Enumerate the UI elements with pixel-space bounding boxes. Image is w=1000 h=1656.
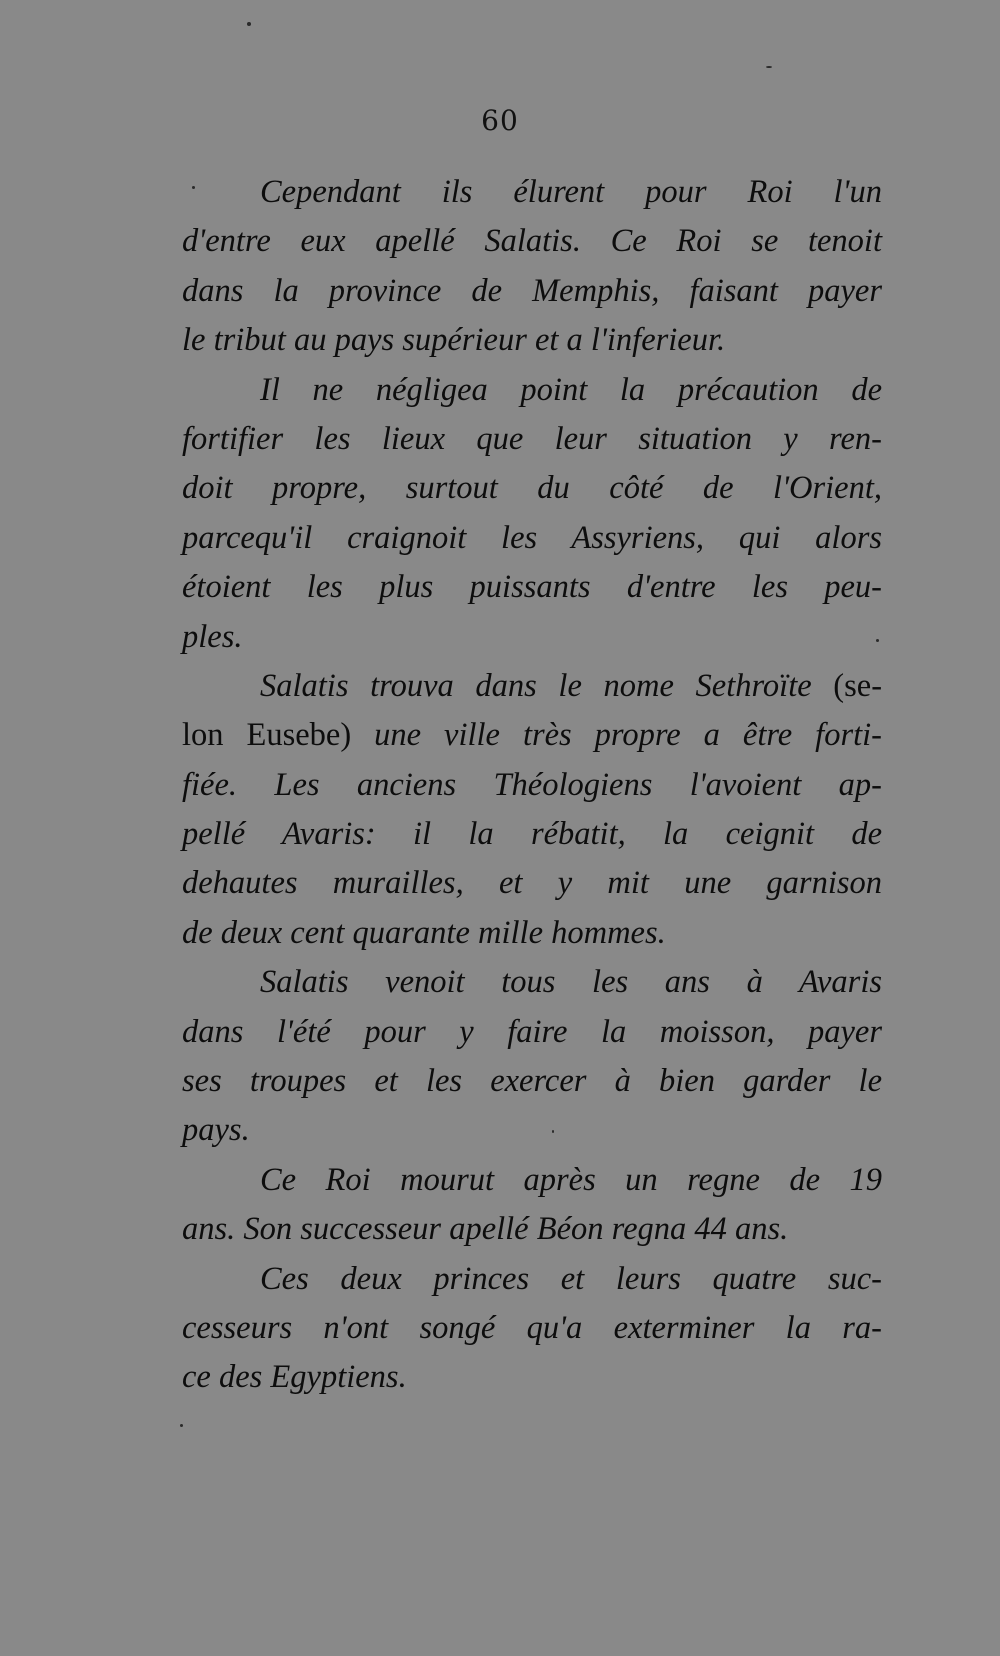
text-line: [182, 464, 882, 513]
text-line: [182, 711, 882, 760]
roman-text: lon Eusebe): [182, 717, 352, 754]
line-text: doit propre, surtout du côté de l'Orient,: [182, 470, 882, 507]
print-speck: [876, 639, 879, 642]
line-text: cesseurs n'ont songé qu'a exterminer la ra-: [182, 1309, 882, 1346]
line-text: de deux cent quarante mille hommes.: [182, 914, 666, 951]
text-line: [182, 859, 882, 908]
text-line: [182, 267, 882, 316]
line-text: ce des Egyptiens.: [182, 1359, 407, 1396]
text-line: [182, 514, 882, 563]
line-text: le tribut au pays supérieur et a l'inferieur.: [182, 322, 726, 359]
line-text: Ce Roi mourut après un regne de 19: [260, 1161, 882, 1198]
line-text: une ville très propre a être forti-: [374, 717, 882, 754]
print-speck: [247, 22, 251, 26]
text-line: [182, 1255, 882, 1304]
text-line: [182, 168, 882, 217]
line-text: pellé Avaris: il la rébatit, la ceignit de: [182, 816, 882, 853]
text-line: [182, 217, 882, 266]
page-number: 60: [481, 104, 519, 137]
text-line: [182, 563, 882, 612]
text-line: [182, 1353, 882, 1402]
body-text: [182, 168, 882, 1403]
text-line: [182, 316, 882, 365]
line-text: Il ne négligea point la précaution de: [260, 371, 882, 408]
line-text: fiée. Les anciens Théologiens l'avoient ap-: [182, 766, 882, 803]
text-line: [182, 1008, 882, 1057]
print-speck: [180, 1424, 183, 1427]
line-text: Cependant ils élurent pour Roi l'un: [260, 174, 882, 210]
line-text: Salatis venoit tous les ans à Avaris: [260, 964, 882, 1001]
text-line: [182, 810, 882, 859]
text-line: [182, 1304, 882, 1353]
text-line: [182, 909, 882, 958]
line-text: d'entre eux apellé Salatis. Ce Roi se tenoit: [182, 223, 882, 260]
text-line: [182, 761, 882, 810]
print-speck: [552, 1130, 554, 1133]
line-text: ses troupes et les exercer à bien garder le: [182, 1063, 882, 1100]
line-text: Salatis trouva dans le nome Sethroïte: [260, 667, 812, 704]
line-text: ples.: [182, 618, 243, 655]
line-text: parcequ'il craignoit les Assyriens, qui alors: [182, 519, 882, 556]
text-line: [182, 1106, 882, 1155]
line-text: dans l'été pour y faire la moisson, payer: [182, 1013, 882, 1050]
text-line: [182, 613, 882, 662]
print-speck: [766, 66, 772, 68]
text-line: [182, 1156, 882, 1205]
text-line: [182, 958, 882, 1007]
text-line: [182, 662, 882, 711]
text-line: [182, 415, 882, 464]
line-text: pays.: [182, 1112, 250, 1149]
print-speck: [192, 186, 195, 189]
text-line: [182, 1205, 882, 1254]
line-text: fortifier les lieux que leur situation y ren-: [182, 420, 882, 457]
line-text: dehautes murailles, et y mit une garnison: [182, 865, 882, 902]
line-text: ans. Son successeur apellé Béon regna 44 ans.: [182, 1211, 789, 1248]
roman-text: (se-: [833, 667, 883, 704]
line-text: dans la province de Memphis, faisant payer: [182, 272, 882, 309]
text-line: [182, 366, 882, 415]
line-text: étoient les plus puissants d'entre les peu-: [182, 569, 882, 606]
line-text: Ces deux princes et leurs quatre suc-: [260, 1260, 882, 1297]
text-line: [182, 1057, 882, 1106]
